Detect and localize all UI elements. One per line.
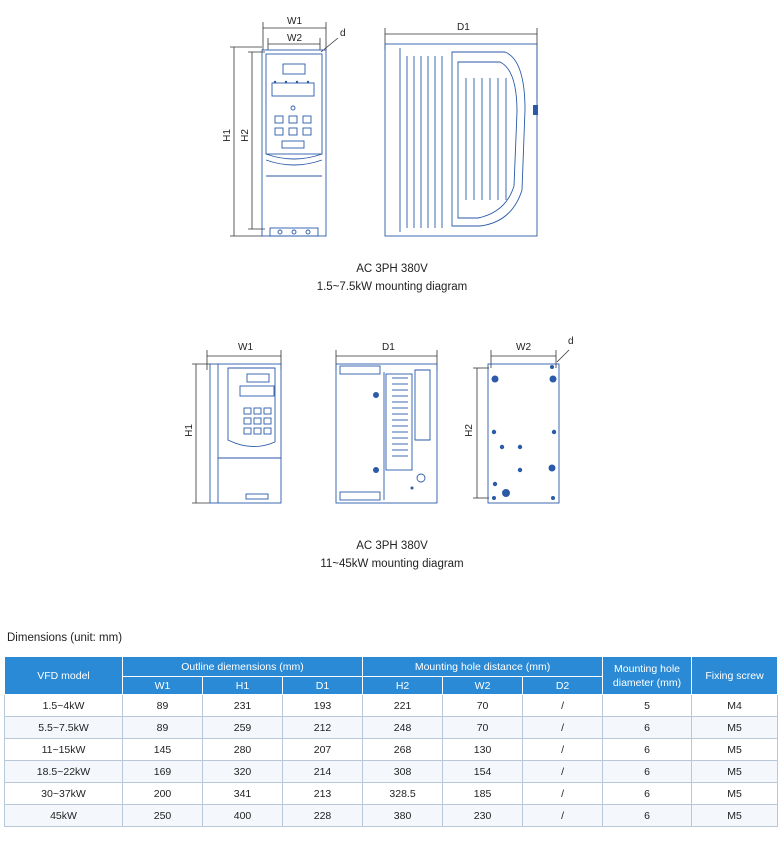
table-cell: M5 xyxy=(692,783,778,805)
table-cell: 169 xyxy=(123,761,203,783)
table-cell: 268 xyxy=(363,739,443,761)
table-cell: 89 xyxy=(123,695,203,717)
label-d1: D1 xyxy=(457,22,470,33)
table-cell: 193 xyxy=(283,695,363,717)
caption-small-line1: AC 3PH 380V xyxy=(356,263,428,275)
label-large-d1: D1 xyxy=(382,342,395,353)
table-cell: 207 xyxy=(283,739,363,761)
table-cell: 212 xyxy=(283,717,363,739)
table-cell: 11~15kW xyxy=(5,739,123,761)
table-cell: 380 xyxy=(363,805,443,827)
table-row xyxy=(5,739,778,761)
table-cell: 45kW xyxy=(5,805,123,827)
table-cell: / xyxy=(523,739,603,761)
table-cell: 259 xyxy=(203,717,283,739)
table-cell: 221 xyxy=(363,695,443,717)
table-cell: 341 xyxy=(203,783,283,805)
label-w1: W1 xyxy=(287,16,302,27)
label-large-w1: W1 xyxy=(238,342,253,353)
label-large-h1: H1 xyxy=(183,424,195,437)
table-cell: 280 xyxy=(203,739,283,761)
table-cell: 89 xyxy=(123,717,203,739)
label-large-h2: H2 xyxy=(463,424,475,437)
subheader-w1: W1 xyxy=(123,677,203,695)
table-cell: 6 xyxy=(603,761,692,783)
table-cell: / xyxy=(523,805,603,827)
table-cell: 70 xyxy=(443,695,523,717)
table-cell: 214 xyxy=(283,761,363,783)
table-cell: 130 xyxy=(443,739,523,761)
header-fixing-screw: Fixing screw xyxy=(692,657,778,695)
table-cell: 308 xyxy=(363,761,443,783)
table-cell: 30~37kW xyxy=(5,783,123,805)
table-cell: 250 xyxy=(123,805,203,827)
table-cell: 145 xyxy=(123,739,203,761)
caption-large-line2: 11~45kW mounting diagram xyxy=(320,558,464,570)
subheader-h2: H2 xyxy=(363,677,443,695)
table-row xyxy=(5,695,778,717)
label-h1: H1 xyxy=(221,129,233,142)
table-cell: 400 xyxy=(203,805,283,827)
dimensions-table-body xyxy=(5,695,778,827)
table-cell: 5 xyxy=(603,695,692,717)
table-cell: M5 xyxy=(692,805,778,827)
label-w2: W2 xyxy=(287,33,302,44)
dimensions-table xyxy=(4,656,778,827)
table-cell: M5 xyxy=(692,717,778,739)
table-cell: M4 xyxy=(692,695,778,717)
table-cell: 5.5~7.5kW xyxy=(5,717,123,739)
table-cell: 320 xyxy=(203,761,283,783)
table-cell: 6 xyxy=(603,717,692,739)
table-cell: 18.5~22kW xyxy=(5,761,123,783)
header-mounting-distance: Mounting hole distance (mm) xyxy=(363,657,603,677)
header-vfd-model: VFD model xyxy=(5,657,123,695)
table-cell: 231 xyxy=(203,695,283,717)
label-large-d: d xyxy=(568,336,574,347)
table-cell: 328.5 xyxy=(363,783,443,805)
table-cell: 6 xyxy=(603,783,692,805)
subheader-w2: W2 xyxy=(443,677,523,695)
header-mounting-diameter: Mounting hole diameter (mm) xyxy=(603,657,692,695)
table-row xyxy=(5,783,778,805)
table-cell: 228 xyxy=(283,805,363,827)
table-cell: M5 xyxy=(692,761,778,783)
table-cell: 6 xyxy=(603,805,692,827)
table-cell: 230 xyxy=(443,805,523,827)
table-cell: 248 xyxy=(363,717,443,739)
subheader-h1: H1 xyxy=(203,677,283,695)
dimensions-title: Dimensions (unit: mm) xyxy=(7,632,123,644)
label-large-w2: W2 xyxy=(516,342,531,353)
table-cell: M5 xyxy=(692,739,778,761)
table-cell: / xyxy=(523,717,603,739)
table-row xyxy=(5,761,778,783)
table-cell: 70 xyxy=(443,717,523,739)
table-cell: 200 xyxy=(123,783,203,805)
table-cell: / xyxy=(523,761,603,783)
table-cell: / xyxy=(523,695,603,717)
table-cell: 213 xyxy=(283,783,363,805)
header-outline: Outline diemensions (mm) xyxy=(123,657,363,677)
caption-large-line1: AC 3PH 380V xyxy=(356,540,428,552)
label-d: d xyxy=(340,28,346,39)
table-cell: 6 xyxy=(603,739,692,761)
caption-small-line2: 1.5~7.5kW mounting diagram xyxy=(316,281,468,293)
subheader-d2: D2 xyxy=(523,677,603,695)
table-cell: 1.5~4kW xyxy=(5,695,123,717)
table-cell: / xyxy=(523,783,603,805)
label-h2: H2 xyxy=(239,129,251,142)
table-row xyxy=(5,805,778,827)
subheader-d1: D1 xyxy=(283,677,363,695)
table-cell: 154 xyxy=(443,761,523,783)
table-cell: 185 xyxy=(443,783,523,805)
table-row xyxy=(5,717,778,739)
